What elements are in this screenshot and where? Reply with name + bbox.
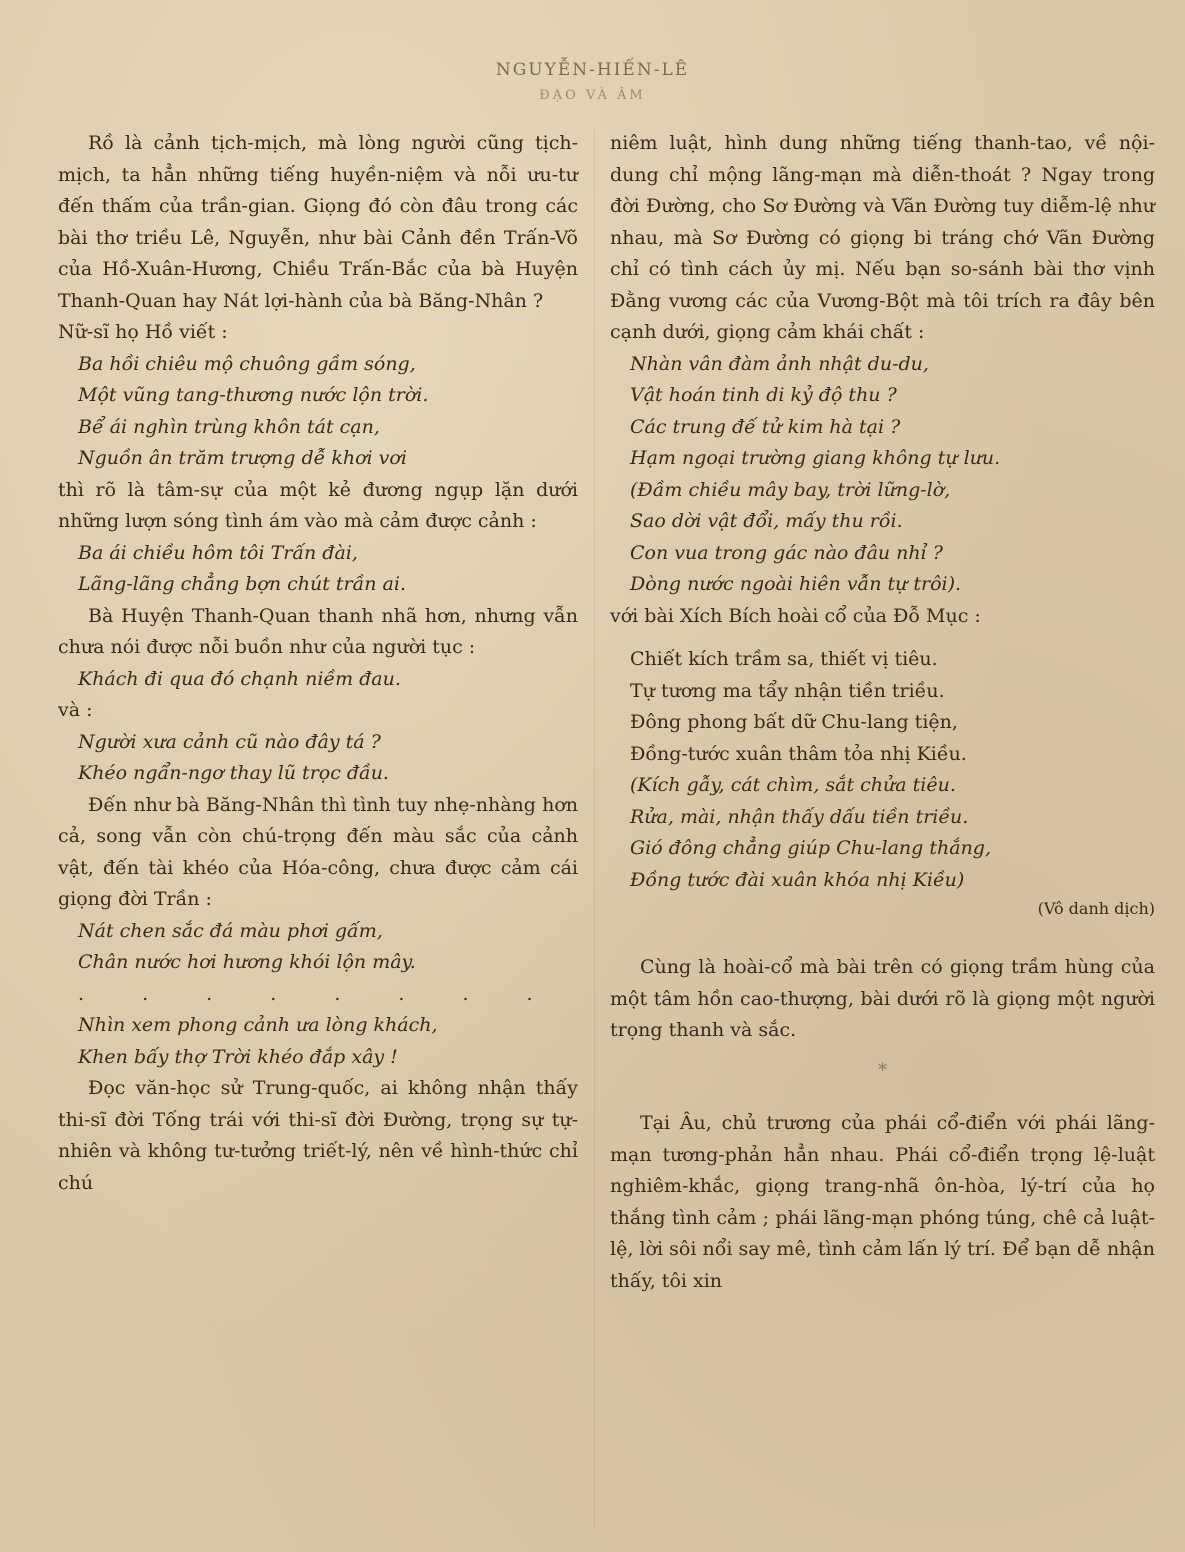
page-subheader: ĐẠO VÀ ÂM	[539, 88, 646, 103]
poem-line: Vật hoán tinh di kỷ độ thu ?	[630, 384, 897, 406]
paragraph: Đến như bà Băng-Nhân thì tình tuy nhẹ-nhàng hơn cả, song vẫn còn chú-trọng đến màu sắc của cảnh vật, đến tài khéo của Hóa-công, chưa được cảm cái giọng đời Trần :	[58, 793, 578, 910]
poem-line: Nát chen sắc đá màu phơi gấm,	[78, 919, 383, 942]
poem-line: Chân nước hơi hương khói lộn mây.	[78, 951, 416, 973]
poem-line: Một vũng tang-thương nước lộn trời.	[78, 384, 429, 406]
poem-line: Đông phong bất dữ Chu-lang tiện,	[630, 711, 958, 733]
poem-line: Đồng-tước xuân thâm tỏa nhị Kiều.	[630, 742, 967, 765]
section-separator: *	[878, 1059, 887, 1081]
poem-line: (Đầm chiều mây bay, trời lững-lờ,	[630, 478, 951, 501]
poem-translation	[610, 475, 1155, 601]
poem-stanza	[58, 349, 578, 475]
paragraph: Nữ-sĩ họ Hồ viết :	[58, 321, 228, 343]
poem-line: Rửa, mài, nhận thấy dấu tiền triều.	[630, 805, 969, 828]
poem-line: Gió đông chẳng giúp Chu-lang thắng,	[630, 837, 992, 859]
poem-line: Đồng tước đài xuân khóa nhị Kiều)	[630, 868, 965, 891]
poem-line: Nhàn vân đàm ảnh nhật du-du,	[630, 352, 929, 375]
poem-line: Khách đi qua đó chạnh niềm đau.	[78, 667, 401, 690]
poem-line: Hạm ngoại trường giang không tự lưu.	[630, 447, 1001, 469]
poem-line: Các trung đế tử kim hà tại ?	[630, 415, 901, 438]
poem-line: Nhìn xem phong cảnh ưa lòng khách,	[78, 1014, 438, 1036]
page-header: NGUYỄN-HIẾN-LÊ	[495, 60, 690, 80]
paragraph: Rồ là cảnh tịch-mịch, mà lòng người cũng tịch-mịch, ta hẳn những tiếng huyền-niệm và nỗi ưu-tư đến thấm của trần-gian. Giọng đó còn đâu trong các bài thơ triều Lê, Nguyễn, như bài Cảnh đền Trấn-Võ của Hồ-Xuân-Hương, Chiều Trấn-Bắc của bà Huyện Thanh-Quan hay Nát lợi-hành của bà Băng-Nhân ?	[58, 132, 578, 312]
paragraph: Bà Huyện Thanh-Quan thanh nhã hơn, nhưng vẫn chưa nói được nỗi buồn như của người tục :	[58, 604, 578, 658]
paragraph: niêm luật, hình dung những tiếng thanh-tao, về nội-dung chỉ mộng lãng-mạn mà diễn-thoát ? Ngay trong đời Đường, cho Sơ Đường và Vãn Đường tuy diễm-lệ như nhau, mà Sơ Đường có giọng bi tráng chớ Vãn Đường chỉ có tình cách ủy mị. Nếu bạn so-sánh bài thơ vịnh Đằng vương các của Vương-Bột mà tôi trích ra đây bên cạnh dưới, giọng cảm khái chất :	[610, 132, 1155, 343]
poem-line: Nguồn ân trăm trượng dễ khơi vơi	[78, 447, 407, 469]
column-divider	[594, 130, 595, 1530]
ellipsis-row: . . . . . . . .	[78, 982, 559, 1005]
paragraph: và :	[58, 699, 93, 721]
poem-line: Lãng-lãng chẳng bợn chút trần ai.	[78, 573, 407, 595]
poem-line: Bể ái nghìn trùng khôn tát cạn,	[78, 415, 380, 438]
poem-stanza	[58, 664, 578, 696]
spacer	[610, 1096, 1155, 1108]
translation-credit: (Vô danh dịch)	[1037, 899, 1155, 918]
poem-line: Ba ái chiều hôm tôi Trấn đài,	[78, 541, 358, 564]
paragraph: Tại Âu, chủ trương của phái cổ-điển với phái lãng-mạn tương-phản hẳn nhau. Phái cổ-điển trọng lệ-luật nghiêm-khắc, giọng trang-nhã ôn-hòa, lý-trí của họ thắng tình cảm ; phái lãng-mạn phóng túng, chê cả luật-lệ, lời sôi nổi say mê, tình cảm lấn lý trí. Để bạn dễ nhận thấy, tôi xin	[610, 1112, 1155, 1292]
paragraph: với bài Xích Bích hoài cổ của Đỗ Mục :	[610, 604, 981, 627]
poem-line: (Kích gẫy, cát chìm, sắt chửa tiêu.	[630, 774, 956, 796]
paragraph: thì rõ là tâm-sự của một kẻ đương ngụp lặn dưới những lượn sóng tình ám vào mà cảm được cảnh :	[58, 478, 578, 532]
spacer	[610, 922, 1155, 952]
right-column	[610, 128, 1155, 1297]
poem-line: Sao dời vật đổi, mấy thu rồi.	[630, 510, 903, 532]
poem-stanza	[58, 1010, 578, 1073]
poem-line: Con vua trong gác nào đâu nhỉ ?	[630, 541, 943, 564]
poem-stanza	[58, 916, 578, 979]
poem-stanza	[610, 644, 1155, 770]
poem-stanza	[58, 727, 578, 790]
poem-line: Ba hồi chiêu mộ chuông gầm sóng,	[78, 352, 416, 375]
poem-translation	[610, 770, 1155, 896]
poem-line: Dòng nước ngoài hiên vẫn tự trôi).	[630, 573, 962, 595]
poem-stanza	[58, 538, 578, 601]
poem-line: Khéo ngẩn-ngơ thay lũ trọc đầu.	[78, 762, 389, 784]
left-column	[58, 128, 578, 1199]
poem-line: Người xưa cảnh cũ nào đây tá ?	[78, 730, 381, 753]
poem-line: Chiết kích trầm sa, thiết vị tiêu.	[630, 648, 938, 670]
poem-line: Tự tương ma tẩy nhận tiền triều.	[630, 679, 945, 702]
spacer	[610, 632, 1155, 644]
poem-line: Khen bấy thợ Trời khéo đắp xây !	[78, 1045, 398, 1068]
paragraph: Cùng là hoài-cổ mà bài trên có giọng trầm hùng của một tâm hồn cao-thượng, bài dưới rõ là giọng một người trọng thanh và sắc.	[610, 956, 1155, 1041]
poem-stanza	[610, 349, 1155, 475]
paragraph: Đọc văn-học sử Trung-quốc, ai không nhận thấy thi-sĩ đời Tống trái với thi-sĩ đời Đường, trọng sự tự-nhiên và không tư-tưởng triết-lý, nên về hình-thức chỉ chú	[58, 1077, 578, 1194]
